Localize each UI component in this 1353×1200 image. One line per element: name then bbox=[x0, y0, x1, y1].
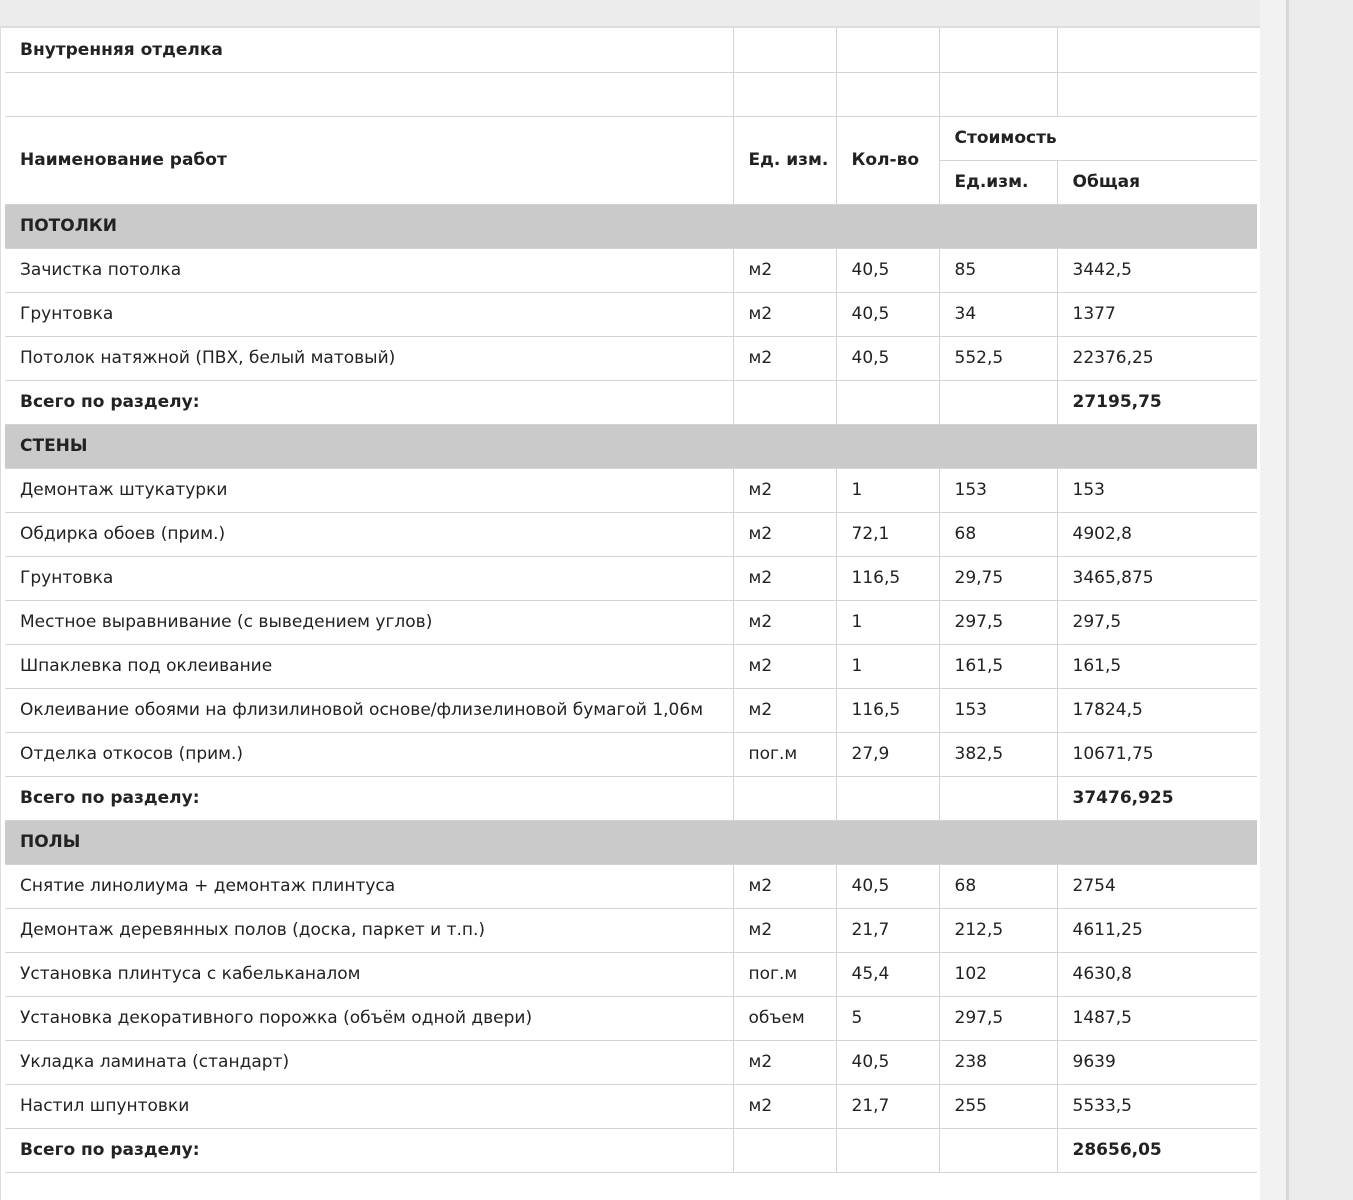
work-name: Установка плинтуса с кабельканалом bbox=[5, 952, 733, 996]
work-unit: м2 bbox=[733, 1084, 836, 1128]
table-row bbox=[5, 512, 1257, 556]
table-row bbox=[5, 732, 1257, 776]
work-qty: 1 bbox=[836, 644, 939, 688]
work-name: Грунтовка bbox=[5, 292, 733, 336]
vertical-divider bbox=[1286, 0, 1289, 1200]
work-name: Отделка откосов (прим.) bbox=[5, 732, 733, 776]
work-unit: м2 bbox=[733, 248, 836, 292]
header-qty: Кол-во bbox=[836, 116, 939, 204]
work-total: 17824,5 bbox=[1057, 688, 1257, 732]
work-unit-price: 34 bbox=[939, 292, 1057, 336]
section-title: СТЕНЫ bbox=[5, 424, 1257, 468]
work-unit: пог.м bbox=[733, 952, 836, 996]
section-header-row bbox=[5, 204, 1257, 248]
work-total: 3442,5 bbox=[1057, 248, 1257, 292]
work-name: Шпаклевка под оклеивание bbox=[5, 644, 733, 688]
work-name: Оклеивание обоями на флизилиновой основе/флизелиновой бумагой 1,06м bbox=[5, 688, 733, 732]
section-total-value: 37476,925 bbox=[1057, 776, 1257, 820]
work-total: 9639 bbox=[1057, 1040, 1257, 1084]
table-row bbox=[5, 468, 1257, 512]
work-total: 5533,5 bbox=[1057, 1084, 1257, 1128]
work-total: 4630,8 bbox=[1057, 952, 1257, 996]
work-total: 297,5 bbox=[1057, 600, 1257, 644]
header-name: Наименование работ bbox=[5, 116, 733, 204]
work-name: Установка декоративного порожка (объём одной двери) bbox=[5, 996, 733, 1040]
work-unit-price: 29,75 bbox=[939, 556, 1057, 600]
table-row bbox=[5, 996, 1257, 1040]
section-total-value: 28656,05 bbox=[1057, 1128, 1257, 1172]
work-qty: 40,5 bbox=[836, 292, 939, 336]
section-header-row bbox=[5, 820, 1257, 864]
work-unit-price: 153 bbox=[939, 688, 1057, 732]
work-unit: м2 bbox=[733, 908, 836, 952]
title-row bbox=[5, 28, 1257, 72]
section-total-label: Всего по разделу: bbox=[5, 776, 733, 820]
page-margin bbox=[1260, 0, 1288, 1200]
work-name: Демонтаж деревянных полов (доска, паркет и т.п.) bbox=[5, 908, 733, 952]
empty-cell bbox=[939, 1128, 1057, 1172]
work-total: 2754 bbox=[1057, 864, 1257, 908]
work-name: Настил шпунтовки bbox=[5, 1084, 733, 1128]
section-total-row bbox=[5, 776, 1257, 820]
work-unit: м2 bbox=[733, 600, 836, 644]
header-unit: Ед. изм. bbox=[733, 116, 836, 204]
work-unit-price: 212,5 bbox=[939, 908, 1057, 952]
empty-cell bbox=[836, 1128, 939, 1172]
work-total: 1487,5 bbox=[1057, 996, 1257, 1040]
work-unit: м2 bbox=[733, 292, 836, 336]
work-name: Грунтовка bbox=[5, 556, 733, 600]
work-unit-price: 297,5 bbox=[939, 600, 1057, 644]
estimate-panel bbox=[0, 26, 1260, 1200]
section-title: ПОТОЛКИ bbox=[5, 204, 1257, 248]
empty-cell bbox=[836, 776, 939, 820]
table-row bbox=[5, 292, 1257, 336]
work-unit-price: 161,5 bbox=[939, 644, 1057, 688]
work-total: 10671,75 bbox=[1057, 732, 1257, 776]
work-total: 1377 bbox=[1057, 292, 1257, 336]
work-unit: м2 bbox=[733, 512, 836, 556]
work-unit-price: 85 bbox=[939, 248, 1057, 292]
header-cost: Стоимость bbox=[939, 116, 1257, 160]
work-name: Укладка ламината (стандарт) bbox=[5, 1040, 733, 1084]
empty-cell bbox=[733, 1128, 836, 1172]
work-unit-price: 255 bbox=[939, 1084, 1057, 1128]
work-name: Демонтаж штукатурки bbox=[5, 468, 733, 512]
table-row bbox=[5, 952, 1257, 996]
work-qty: 21,7 bbox=[836, 908, 939, 952]
table-row bbox=[5, 864, 1257, 908]
work-qty: 40,5 bbox=[836, 248, 939, 292]
section-total-label: Всего по разделу: bbox=[5, 1128, 733, 1172]
section-header-row bbox=[5, 424, 1257, 468]
work-unit: пог.м bbox=[733, 732, 836, 776]
work-unit: объем bbox=[733, 996, 836, 1040]
work-unit-price: 102 bbox=[939, 952, 1057, 996]
work-qty: 1 bbox=[836, 600, 939, 644]
empty-cell bbox=[939, 380, 1057, 424]
section-total-row bbox=[5, 1128, 1257, 1172]
work-total: 3465,875 bbox=[1057, 556, 1257, 600]
table-row bbox=[5, 688, 1257, 732]
work-unit: м2 bbox=[733, 644, 836, 688]
work-total: 4611,25 bbox=[1057, 908, 1257, 952]
work-unit: м2 bbox=[733, 556, 836, 600]
work-qty: 45,4 bbox=[836, 952, 939, 996]
work-qty: 116,5 bbox=[836, 556, 939, 600]
section-title: ПОЛЫ bbox=[5, 820, 1257, 864]
work-name: Потолок натяжной (ПВХ, белый матовый) bbox=[5, 336, 733, 380]
work-qty: 116,5 bbox=[836, 688, 939, 732]
table-row bbox=[5, 248, 1257, 292]
table-row bbox=[5, 336, 1257, 380]
work-unit: м2 bbox=[733, 688, 836, 732]
work-total: 161,5 bbox=[1057, 644, 1257, 688]
work-name: Снятие линолиума + демонтаж плинтуса bbox=[5, 864, 733, 908]
work-unit-price: 552,5 bbox=[939, 336, 1057, 380]
work-unit: м2 bbox=[733, 1040, 836, 1084]
table-row bbox=[5, 1084, 1257, 1128]
header-cost-total: Общая bbox=[1057, 160, 1257, 204]
work-qty: 40,5 bbox=[836, 1040, 939, 1084]
section-total-label: Всего по разделу: bbox=[5, 380, 733, 424]
work-unit: м2 bbox=[733, 336, 836, 380]
table-row bbox=[5, 908, 1257, 952]
work-total: 153 bbox=[1057, 468, 1257, 512]
work-unit-price: 68 bbox=[939, 864, 1057, 908]
header-row bbox=[5, 116, 1257, 160]
work-qty: 40,5 bbox=[836, 864, 939, 908]
work-unit: м2 bbox=[733, 864, 836, 908]
work-qty: 21,7 bbox=[836, 1084, 939, 1128]
work-unit-price: 297,5 bbox=[939, 996, 1057, 1040]
work-unit-price: 238 bbox=[939, 1040, 1057, 1084]
work-total: 22376,25 bbox=[1057, 336, 1257, 380]
work-qty: 1 bbox=[836, 468, 939, 512]
work-name: Обдирка обоев (прим.) bbox=[5, 512, 733, 556]
work-qty: 72,1 bbox=[836, 512, 939, 556]
work-unit-price: 153 bbox=[939, 468, 1057, 512]
empty-cell bbox=[733, 380, 836, 424]
section-total-value: 27195,75 bbox=[1057, 380, 1257, 424]
work-qty: 5 bbox=[836, 996, 939, 1040]
header-cost-unit: Ед.изм. bbox=[939, 160, 1057, 204]
empty-cell bbox=[733, 776, 836, 820]
work-total: 4902,8 bbox=[1057, 512, 1257, 556]
work-name: Зачистка потолка bbox=[5, 248, 733, 292]
table-row bbox=[5, 644, 1257, 688]
table-title: Внутренняя отделка bbox=[5, 28, 733, 72]
work-name: Местное выравнивание (с выведением углов) bbox=[5, 600, 733, 644]
empty-row bbox=[5, 72, 1257, 116]
section-total-row bbox=[5, 380, 1257, 424]
table-row bbox=[5, 600, 1257, 644]
work-unit-price: 68 bbox=[939, 512, 1057, 556]
work-unit: м2 bbox=[733, 468, 836, 512]
work-qty: 40,5 bbox=[836, 336, 939, 380]
empty-cell bbox=[836, 380, 939, 424]
work-unit-price: 382,5 bbox=[939, 732, 1057, 776]
estimate-table bbox=[5, 28, 1257, 1173]
work-qty: 27,9 bbox=[836, 732, 939, 776]
empty-cell bbox=[939, 776, 1057, 820]
table-row bbox=[5, 1040, 1257, 1084]
table-row bbox=[5, 556, 1257, 600]
